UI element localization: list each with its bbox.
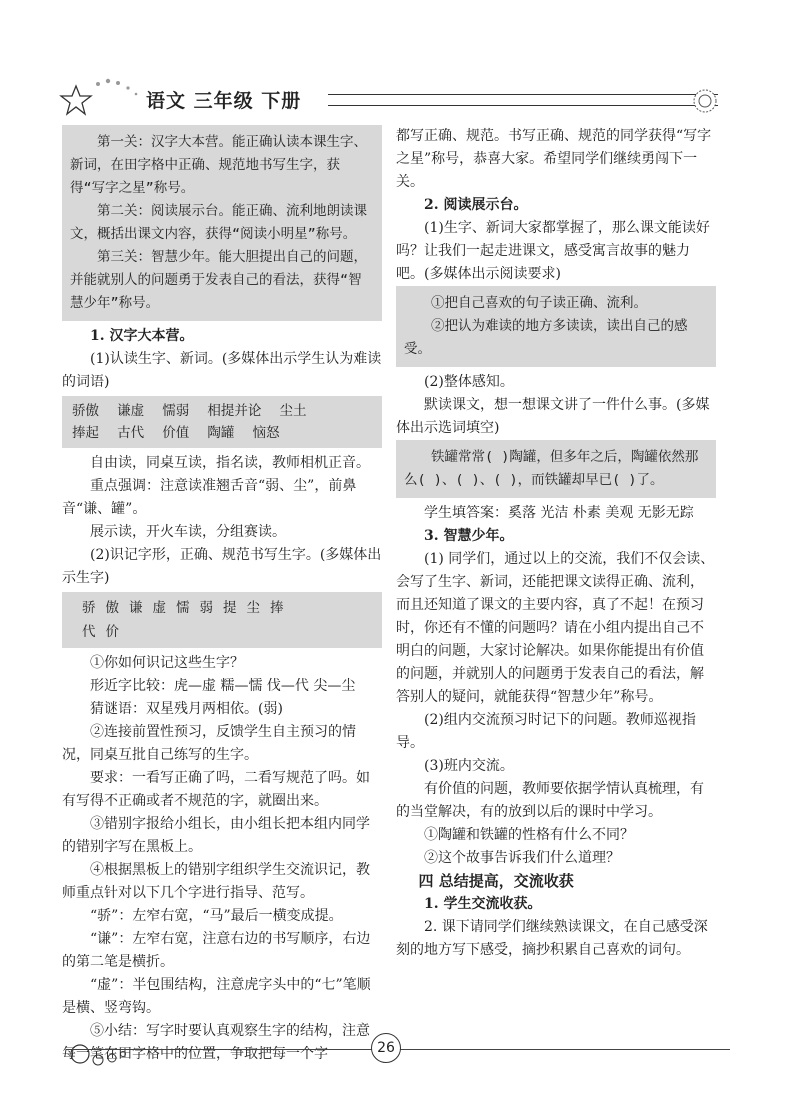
- paragraph: (1)认读生字、新词。(多媒体出示学生认为难读的词语): [62, 351, 382, 390]
- spiral-decoration-icon: [690, 86, 720, 116]
- paragraph: 学生填答案：奚落 光洁 朴素 美观 无影无踪: [424, 505, 694, 521]
- right-column: [396, 125, 716, 962]
- words-box: [62, 396, 382, 448]
- header-rule: [328, 94, 718, 106]
- page-header: [58, 72, 718, 122]
- paragraph: (2)识记字形，正确、规范书写生字。(多媒体出示生字): [62, 547, 382, 586]
- paragraph: “虚”：半包围结构，注意虎字头中的“七”笔顺是横、竖弯钩。: [62, 977, 371, 1016]
- star-decoration-icon: [58, 72, 144, 120]
- paragraph: 有价值的问题，教师要依据学情认真梳理，有的当堂解决，有的放到以后的课时中学习。: [396, 781, 704, 820]
- section-heading: 四 总结提高，交流收获: [418, 872, 574, 890]
- paragraph: 自由读，同桌互读，指名读，教师相机正音。: [90, 455, 370, 471]
- fill-blank-text: 铁罐常常( )陶罐，但多年之后，陶罐依然那么( )、( )、( )，而铁罐却早已( )了。: [404, 449, 699, 488]
- paragraph: “骄”：左窄右宽，“马”最后一横变成提。: [90, 908, 343, 924]
- paragraph: ⑤小结：写字时要认真观察生字的结构，注意每一笔在田字格中的位置，争取把每一个字: [62, 1023, 370, 1062]
- paragraph: (2)整体感知。: [424, 374, 514, 390]
- paragraph: ②连接前置性预习，反馈学生自主预习的情况，同桌互批自己练写的生字。: [62, 724, 356, 763]
- requirement: ①把自己喜欢的句子读正确、流利。: [431, 295, 647, 311]
- paragraph: 1. 学生交流收获。: [424, 896, 542, 912]
- chars-row: 代价: [82, 624, 129, 640]
- paragraph: (1) 同学们，通过以上的交流，我们不仅会读、会写了生字、新词，还能把课文读得正确、流利，而且还知道了课文的主要内容，真了不起！在预习时，你还有不懂的问题吗？请在小组内提出自己不明白的问题，大家讨论解决。如果你能提出有价值的问题，并就别人的问题勇于发表自己的看法，解答别人的疑问，就能获得“智慧少年”称号。: [396, 551, 715, 705]
- words-row: 骄傲 谦虚 懦弱 相提并论 尘土: [72, 403, 307, 419]
- paragraph: (3)班内交流。: [424, 758, 514, 774]
- paragraph: “谦”：左窄右宽，注意右边的书写顺序，右边的第二笔是横折。: [62, 931, 371, 970]
- paragraph: (1)生字、新词大家都掌握了，那么课文能读好吗？让我们一起走进课文，感受寓言故事的魅力吧。(多媒体出示阅读要求): [396, 220, 710, 282]
- paragraph: 都写正确、规范。书写正确、规范的同学获得“写字之星”称号，恭喜大家。希望同学们继续勇闯下一关。: [396, 128, 712, 190]
- chars-box: [62, 592, 382, 648]
- paragraph: ③错别字报给小组长，由小组长把本组内同学的错别字写在黑板上。: [62, 816, 370, 855]
- paragraph: 形近字比较：虎—虚 糯—懦 伐—代 尖—尘: [90, 678, 356, 694]
- bubbles-decoration-icon: [68, 1040, 148, 1070]
- chars-row: 骄傲谦虚懦弱提尘捧: [82, 600, 294, 616]
- paragraph: 默读课文，想一想课文讲了一件什么事。(多媒体出示选词填空): [396, 397, 710, 436]
- words-row: 捧起 古代 价值 陶罐 恼怒: [72, 425, 280, 441]
- paragraph: 2. 课下请同学们继续熟读课文，在自己感受深刻的地方写下感受，摘抄积累自己喜欢的词句。: [396, 919, 708, 958]
- paragraph: 重点强调：注意读准翘舌音“弱、尘”，前鼻音“谦、罐”。: [62, 478, 357, 517]
- paragraph: 要求：一看写正确了吗，二看写规范了吗。如有写得不正确或者不规范的字，就圈出来。: [62, 770, 370, 809]
- section-title: 2. 阅读展示台。: [424, 197, 528, 213]
- requirement: ②把认为难读的地方多读读，读出自己的感受。: [404, 318, 688, 357]
- paragraph: ④根据黑板上的错别字组织学生交流识记，教师重点针对以下几个字进行指导、范写。: [62, 862, 370, 901]
- page-number: 26: [371, 1033, 401, 1063]
- paragraph: 展示读，开火车读，分组赛读。: [90, 524, 286, 540]
- paragraph: ①你如何识记这些生字？: [90, 655, 244, 671]
- goal-2: 第二关：阅读展示台。能正确、流利地朗读课文，概括出课文内容，获得“阅读小明星”称号。: [70, 203, 367, 242]
- goals-box: [62, 125, 382, 321]
- paragraph: 猜谜语：双星残月两相依。(弱): [90, 701, 283, 717]
- reading-requirements-box: [396, 286, 716, 367]
- paragraph: ②这个故事告诉我们什么道理？: [424, 850, 620, 866]
- section-title: 3. 智慧少年。: [424, 528, 514, 544]
- section-title: 1. 汉字大本营。: [90, 328, 194, 344]
- goal-3: 第三关：智慧少年。能大胆提出自己的问题，并能就别人的问题勇于发表自己的看法，获得“智慧少年”称号。: [70, 249, 367, 311]
- fill-blank-box: [396, 440, 716, 498]
- paragraph: (2)组内交流预习时记下的问题。教师巡视指导。: [396, 712, 696, 751]
- paragraph: ①陶罐和铁罐的性格有什么不同？: [424, 827, 634, 843]
- page-title: 语文 三年级 下册: [146, 90, 302, 112]
- left-column: [62, 125, 382, 1066]
- goal-1: 第一关：汉字大本营。能正确认读本课生字、新词，在田字格中正确、规范地书写生字，获得“写字之星”称号。: [70, 134, 367, 196]
